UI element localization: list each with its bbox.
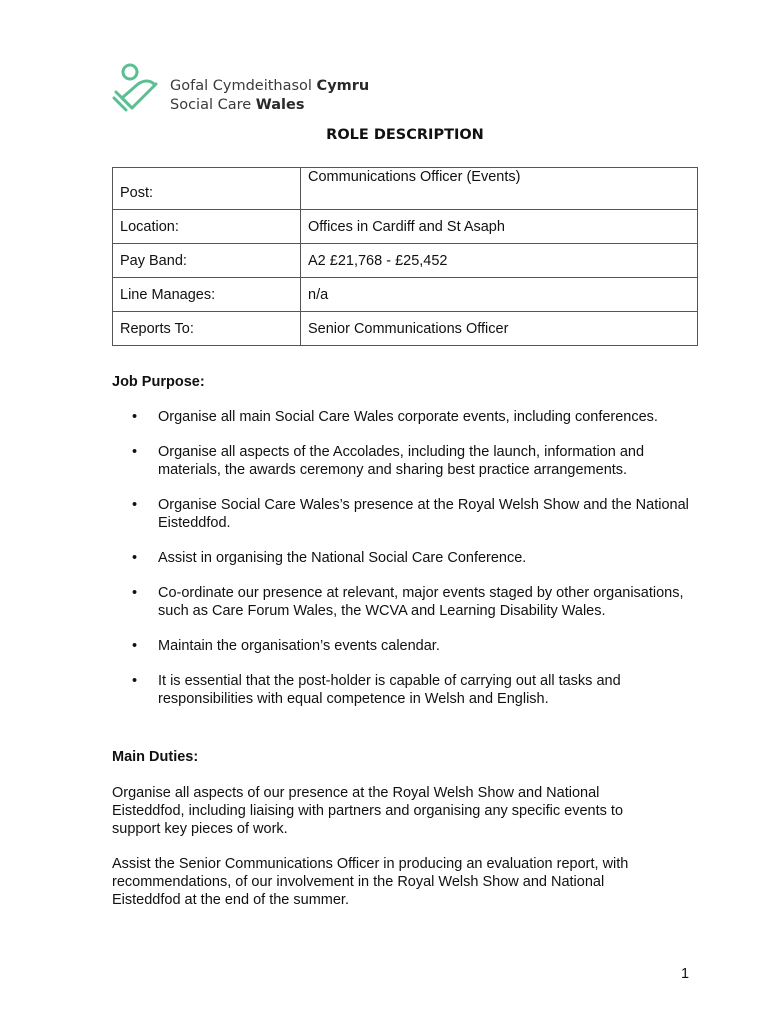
duty-paragraph: Assist the Senior Communications Officer in producing an evaluation report, with recommendations, of our involvement in the Royal Welsh Show and National Eisteddfod at the end of the summer. <box>112 856 629 908</box>
bullet: • <box>132 638 138 654</box>
list-item-text: Maintain the organisation’s events calendar. <box>158 638 440 654</box>
row-value: Offices in Cardiff and St Asaph <box>301 210 698 244</box>
main-duties-heading: Main Duties: <box>112 749 199 765</box>
logo-wordmark <box>170 77 369 115</box>
logo-line2-bold: Wales <box>255 97 305 113</box>
list-item-text: Assist in organising the National Social Care Conference. <box>158 550 527 566</box>
bullet: • <box>132 673 138 689</box>
logo-line1-regular: Gofal Cymdeithasol <box>170 78 317 94</box>
bullet: • <box>132 444 138 460</box>
page-number: 1 <box>681 966 690 982</box>
list-item-text: Organise all main Social Care Wales corporate events, including conferences. <box>158 409 658 425</box>
list-item-text: Organise Social Care Wales’s presence at the Royal Welsh Show and the National Eisteddfod. <box>158 497 689 531</box>
row-value: A2 £21,768 - £25,452 <box>301 244 698 278</box>
list-item <box>112 408 692 426</box>
list-item <box>112 672 692 708</box>
table-row <box>113 210 698 244</box>
list-item <box>112 549 692 567</box>
bullet: • <box>132 497 138 513</box>
list-item-text: Co-ordinate our presence at relevant, major events staged by other organisations, such as Care Forum Wales, the WCVA and Learning Disability Wales. <box>158 585 684 619</box>
row-label: Reports To: <box>113 312 301 346</box>
social-care-wales-logo <box>110 62 370 118</box>
page-title: ROLE DESCRIPTION <box>326 127 484 143</box>
row-value: Senior Communications Officer <box>301 312 698 346</box>
list-item <box>112 443 692 479</box>
row-value: Communications Officer (Events) <box>301 168 698 210</box>
row-label: Line Manages: <box>113 278 301 312</box>
row-label: Location: <box>113 210 301 244</box>
list-item <box>112 637 692 655</box>
row-label: Pay Band: <box>113 244 301 278</box>
job-purpose-list <box>112 408 692 725</box>
bullet: • <box>132 409 138 425</box>
bullet: • <box>132 550 138 566</box>
list-item <box>112 584 692 620</box>
table-row <box>113 244 698 278</box>
role-info-table <box>112 167 698 346</box>
logo-mark-icon <box>110 62 166 118</box>
table-row <box>113 312 698 346</box>
duty-paragraph: Organise all aspects of our presence at the Royal Welsh Show and National Eisteddfod, including liaising with partners and organising any specific events to support key pieces of work. <box>112 785 624 837</box>
logo-line2-regular: Social Care <box>170 97 256 113</box>
logo-line1-bold: Cymru <box>316 78 370 94</box>
row-label: Post: <box>113 168 301 210</box>
table-row <box>113 168 698 210</box>
bullet: • <box>132 585 138 601</box>
list-item-text: It is essential that the post-holder is capable of carrying out all tasks and responsibilities with equal competence in Welsh and English. <box>158 673 621 707</box>
row-value: n/a <box>301 278 698 312</box>
job-purpose-heading: Job Purpose: <box>112 374 205 390</box>
list-item <box>112 496 692 532</box>
table-row <box>113 278 698 312</box>
list-item-text: Organise all aspects of the Accolades, including the launch, information and materials, the awards ceremony and sharing best practice arrangements. <box>158 444 645 478</box>
